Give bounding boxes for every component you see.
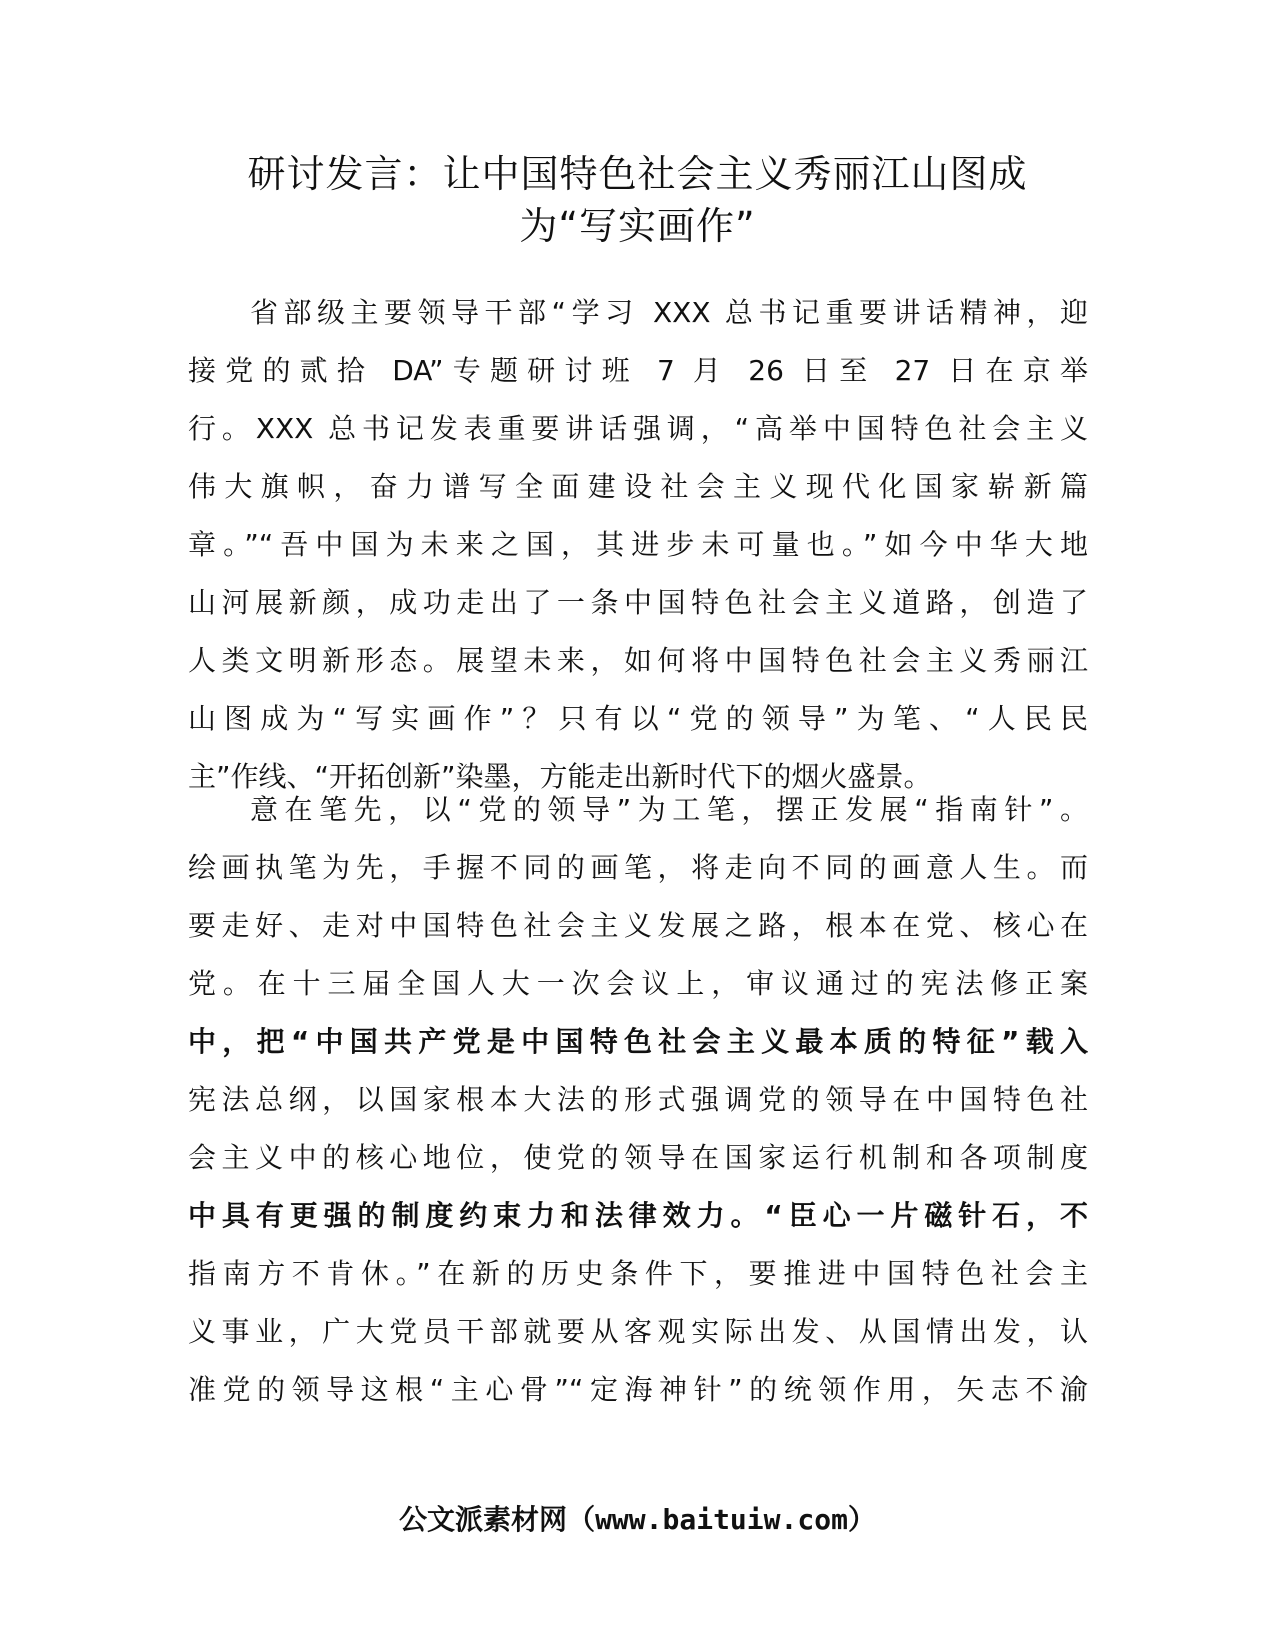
document-title (150, 148, 1125, 252)
paragraph-line: 宪法总纲，以国家根本大法的形式强调党的领导在中国特色社 (188, 1083, 1088, 1116)
paragraph-line: 党。在十三届全国人大一次会议上，审议通过的宪法修正案 (188, 967, 1088, 1000)
footer-watermark (0, 1500, 1275, 1540)
paragraph-line: 中具有更强的制度约束力和法律效力。“臣心一片磁针石，不 (188, 1199, 1088, 1232)
paragraph-line: 要走好、走对中国特色社会主义发展之路，根本在党、核心在 (188, 909, 1088, 942)
paragraph-line: 义事业，广大党员干部就要从客观实际出发、从国情出发，认 (188, 1315, 1088, 1348)
paragraph-line: 人类文明新形态。展望未来，如何将中国特色社会主义秀丽江 (188, 644, 1088, 677)
paragraph-line: 山河展新颜，成功走出了一条中国特色社会主义道路，创造了 (188, 586, 1088, 619)
paragraph-line: 山图成为“写实画作”？只有以“党的领导”为笔、“人民民 (188, 702, 1088, 735)
paragraph-line: 伟大旗帜，奋力谱写全面建设社会主义现代化国家崭新篇 (188, 470, 1088, 503)
paragraph-1 (188, 284, 1088, 806)
paragraph-line: 会主义中的核心地位，使党的领导在国家运行机制和各项制度 (188, 1141, 1088, 1174)
footer-site-name: 公文派素材网 (399, 1503, 568, 1536)
paragraph-line: 意在笔先，以“党的领导”为工笔，摆正发展“指南针”。 (250, 793, 1088, 826)
title-line-2: 为“写实画作” (519, 204, 756, 248)
paragraph-line: 行。XXX 总书记发表重要讲话强调，“高举中国特色社会主义 (188, 412, 1088, 445)
title-line-1: 研讨发言：让中国特色社会主义秀丽江山图成 (247, 152, 1028, 196)
paragraph-2 (188, 781, 1088, 1419)
paragraph-line: 省部级主要领导干部“学习 XXX 总书记重要讲话精神，迎 (250, 296, 1088, 329)
paragraph-line: 中，把“中国共产党是中国特色社会主义最本质的特征”载入 (188, 1025, 1088, 1058)
paragraph-line: 准党的领导这根“主心骨”“定海神针”的统领作用，矢志不渝 (188, 1373, 1088, 1406)
paragraph-line: 指南方不肯休。”在新的历史条件下，要推进中国特色社会主 (188, 1257, 1088, 1290)
paragraph-line: 章。”“吾中国为未来之国，其进步未可量也。”如今中华大地 (188, 528, 1088, 561)
paragraph-line: 主”作线、“开拓创新”染墨，方能走出新时代下的烟火盛景。 (188, 760, 932, 793)
footer-url[interactable]: （www.baituiw.com） (567, 1503, 876, 1536)
paragraph-line: 接党的贰拾 DA”专题研讨班 7 月 26 日至 27 日在京举 (188, 354, 1088, 387)
paragraph-line: 绘画执笔为先，手握不同的画笔，将走向不同的画意人生。而 (188, 851, 1088, 884)
